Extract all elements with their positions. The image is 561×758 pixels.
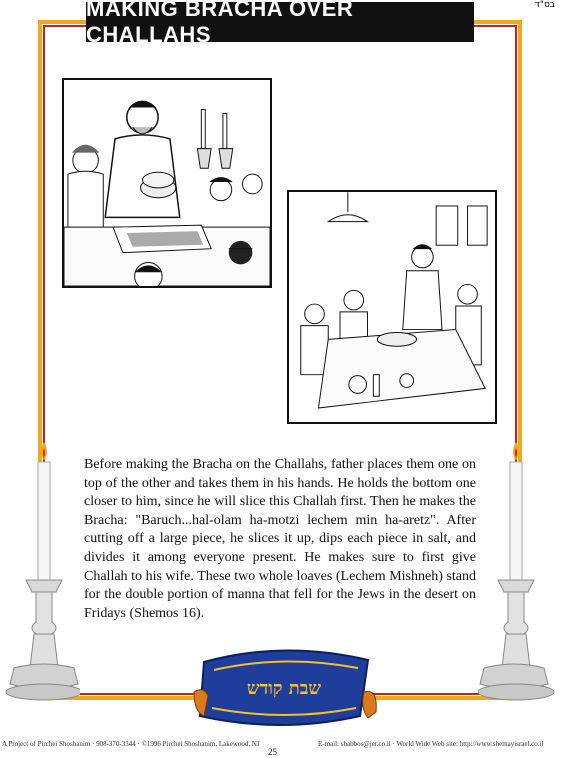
page-number: 25 [268,747,277,757]
candlestick-right-illustration [478,440,558,710]
title-banner [86,0,474,47]
challah-cover-illustration [186,642,382,728]
family-meal-drawing [289,192,495,422]
candlestick-left-illustration [0,440,80,710]
father-bracha-drawing [64,80,270,286]
body-paragraph: Before making the Bracha on the Challahs, father places them one on top of the other and takes them in his hands. He holds the bottom one closer to him, since he will slice this Challah first. Then he makes the Bracha: "Baruch...hal-olam ha-motzi lechem min ha-aretz". After cutting off a large piece, he slices it up, dips each piece in salt, and divides it among everyone present. He makes sure to first give Challah to his wife. These two whole loaves (Lechem Mishneh) stand for the double portion of manna that fell for the Jews in the desert on Fridays (Shemos 16). [84,457,476,621]
candlestick-right-icon [478,440,558,710]
challah-cover-icon [186,642,382,728]
illustration-family-at-table [287,190,497,424]
corner-mark: בס"ד [534,0,555,10]
illustration-father-holding-challahs [62,78,272,288]
page-title: MAKING BRACHA OVER CHALLAHS [86,0,354,47]
challah-cover-text: שבת קודש [246,678,322,699]
candlestick-left-icon [0,440,80,710]
footer-contact: E-mail: shabbos@jer.co.il · World Wide Web site: http://www.shemayisrael.co.il [318,740,544,748]
footer-credits: A Project of Pirchei Shoshanim · 908-370-3344 · ©1996 Pirchei Shoshanim, Lakewood, NJ [2,740,260,748]
